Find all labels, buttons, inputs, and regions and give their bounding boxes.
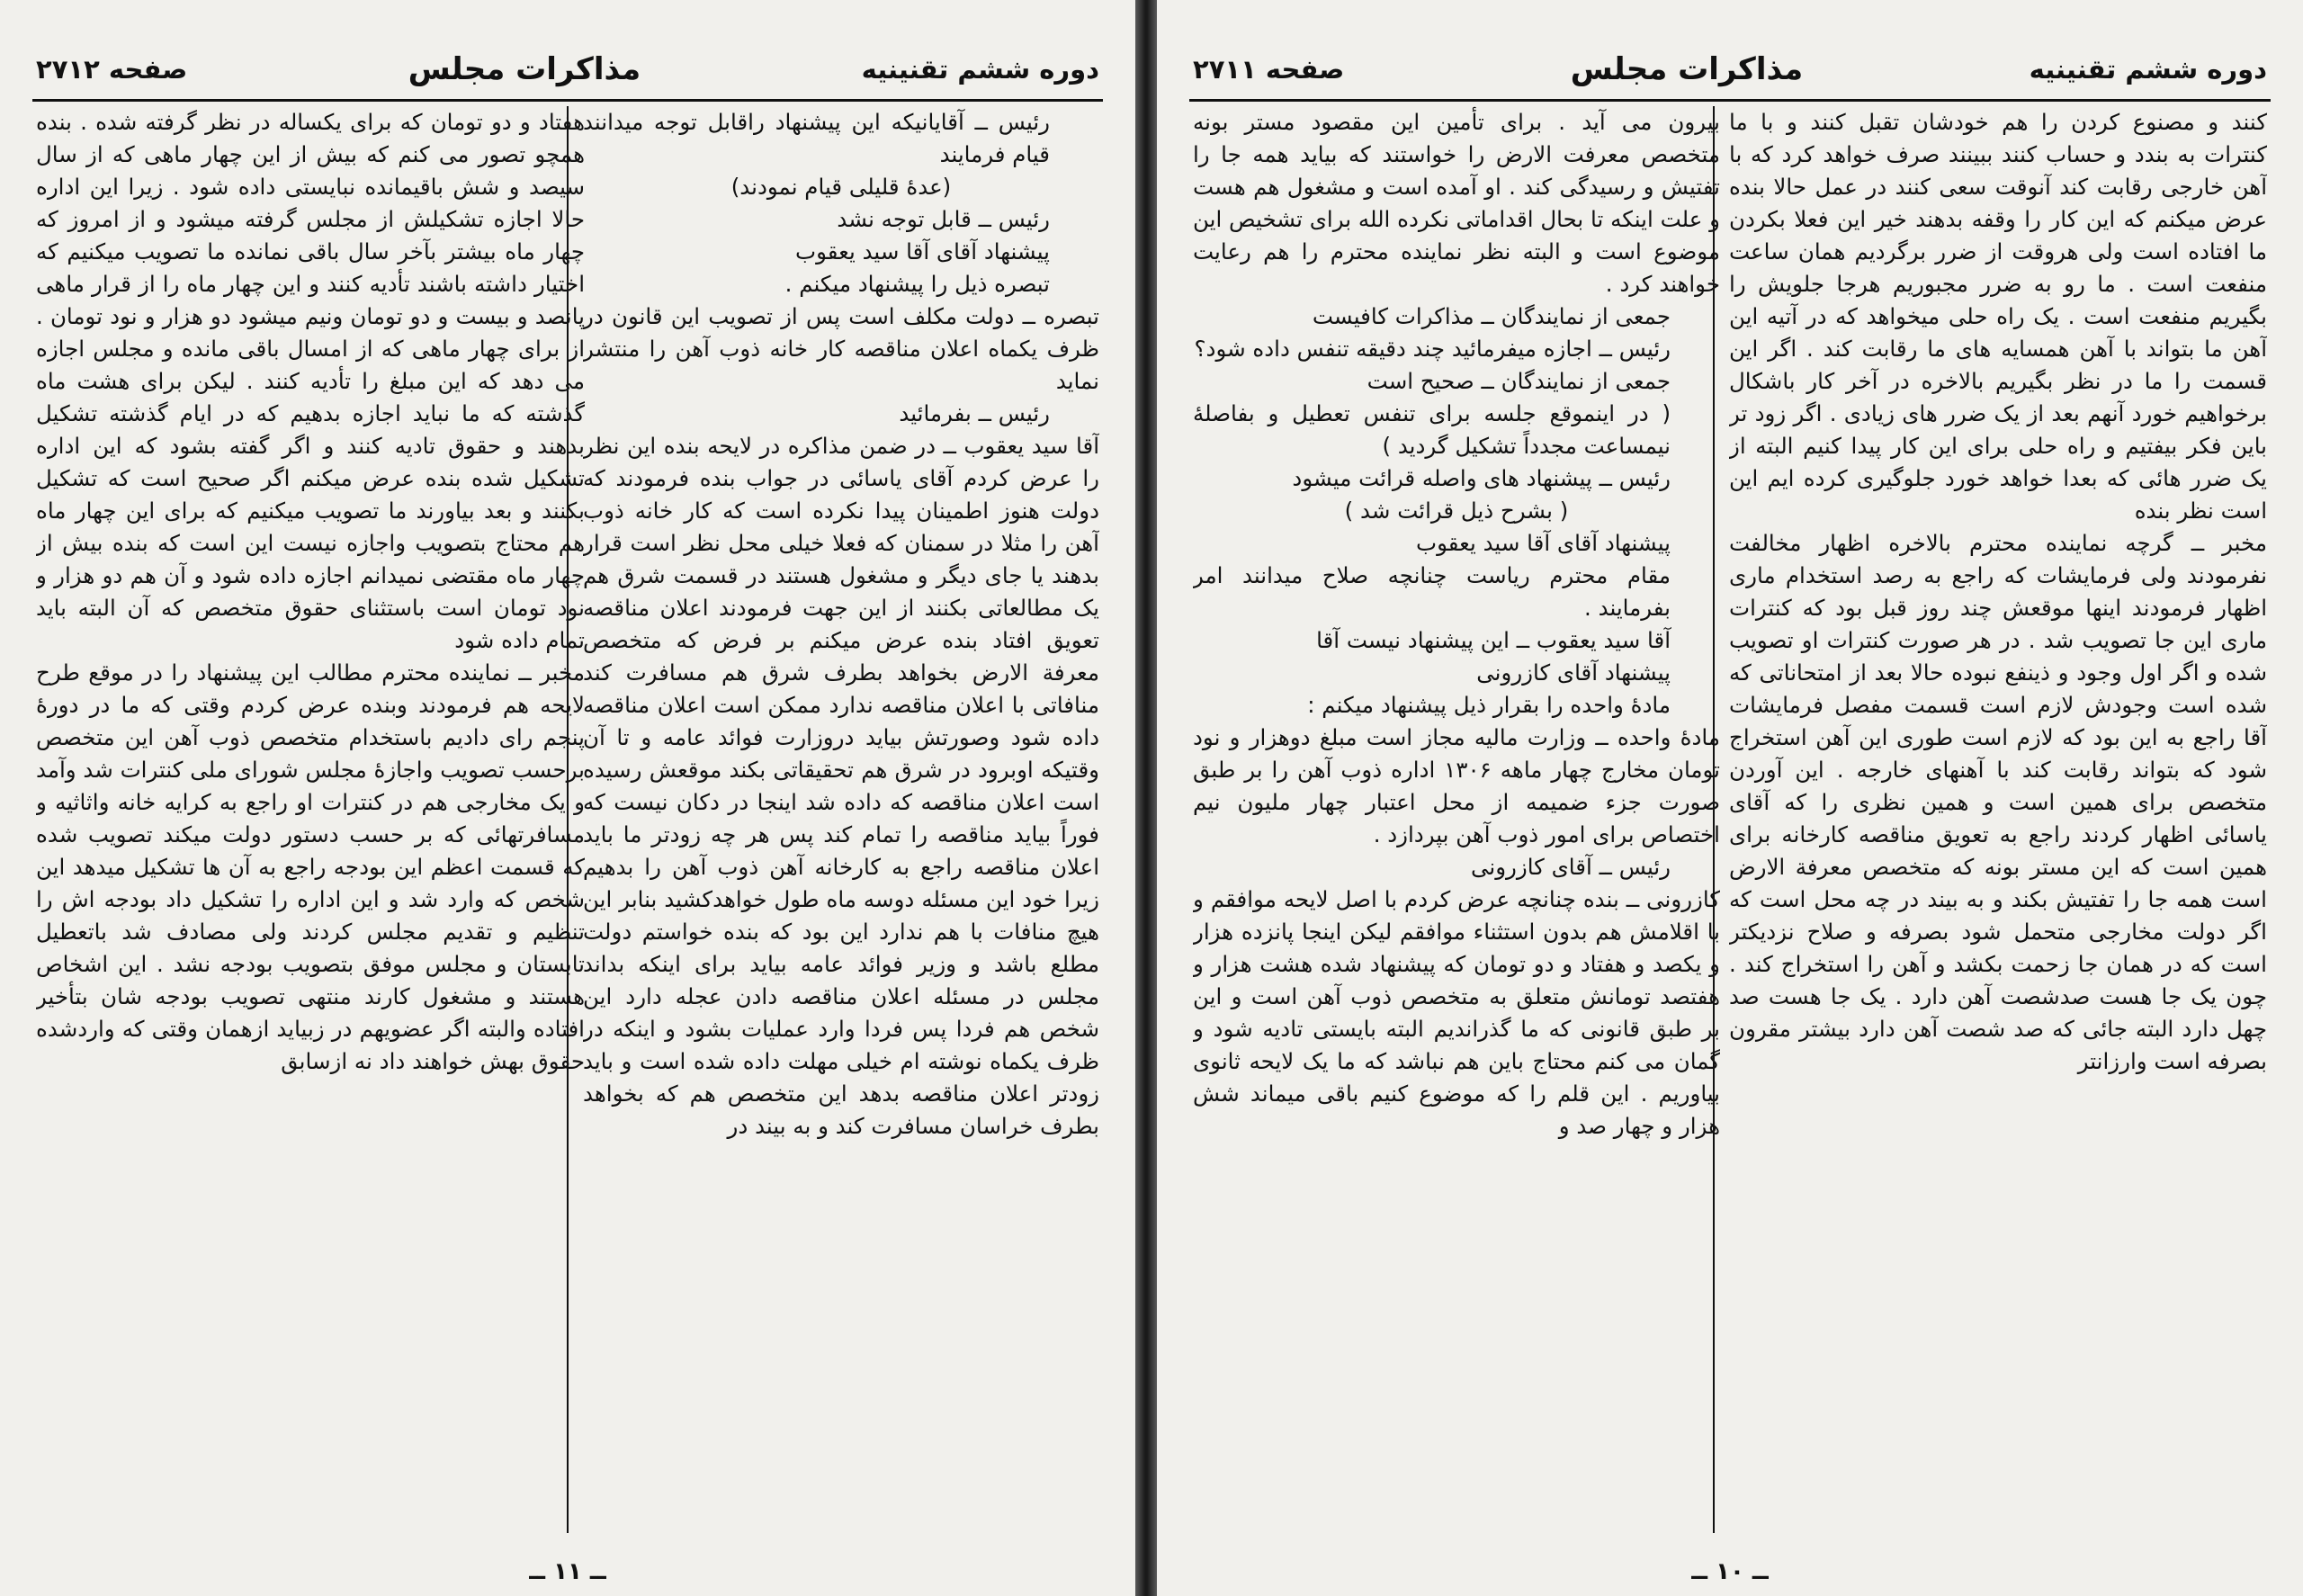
paragraph: رئیس ــ بفرمائید [899, 400, 1050, 426]
paragraph: (عدهٔ قلیلی قیام نمودند) [730, 174, 952, 200]
paragraph: پیشنهاد آقای کازرونی [1476, 659, 1671, 686]
paragraph: تبصره ذیل را پیشنهاد میکنم . [784, 271, 1050, 297]
paragraph: بیرون می آید . برای تأمین این مقصود مستر بونه متخصص معرفت الارض را خواستند که بیاید همه جا را تفتیش و رسیدگی کند . او آمده است و مشغول هم هست و علت اینکه تا بحال اقداماتی نکرده الله برای تشخیص این موضوع است و البته نظر نماینده محترم را هم رعایت خواهند کرد . [1193, 109, 1720, 297]
book-gutter [1135, 0, 1157, 1596]
journal-title: مذاکرات مجلس [1570, 51, 1804, 87]
session-label: دوره ششم تقنینیه [2029, 54, 2267, 85]
text-column [583, 106, 1099, 1547]
page-label: صفحه ۲۷۱۲ [36, 54, 188, 85]
header-rule [1189, 99, 2271, 102]
paragraph: جمعی از نمایندگان ــ صحیح است [1367, 368, 1671, 394]
paragraph: آقا سید یعقوب ــ این پیشنهاد نیست آقا [1316, 627, 1671, 653]
header-rule [32, 99, 1103, 102]
paragraph: جمعی از نمایندگان ــ مذاکرات کافیست [1312, 303, 1671, 329]
column-separator [567, 106, 569, 1533]
paragraph: رئیس ــ آقای کازرونی [1470, 854, 1671, 880]
paragraph: رئیس ــ پیشنهاد های واصله قرائت میشود [1292, 465, 1671, 491]
text-column [1193, 106, 1720, 1547]
text-column [36, 106, 585, 1547]
paragraph: رئیس ــ قابل توجه نشد [837, 206, 1050, 232]
paragraph: رئیس ــ آقایانیکه این پیشنهاد راقابل توجه میدانند قیام فرمایند [583, 109, 1050, 167]
right-page [1157, 0, 2303, 1596]
paragraph: پیشنهاد آقای آقا سید یعقوب [1416, 530, 1671, 556]
session-label: دوره ششم تقنینیه [861, 54, 1099, 85]
journal-title: مذاکرات مجلس [408, 51, 641, 87]
page-header [1193, 43, 2267, 95]
column-separator [1713, 106, 1715, 1533]
page-number: ــ ۱۰ ــ [1691, 1558, 1769, 1585]
paragraph: ( در اینموقع جلسه برای تنفس تعطیل و بفاصلهٔ نیمساعت مجدداً تشکیل گردید ) [1193, 400, 1671, 459]
paragraph: مادهٔ واحده را بقرار ذیل پیشنهاد میکنم : [1307, 692, 1671, 718]
paragraph: هفتاد و دو تومان که برای یکساله در نظر گرفته شده . بنده همچو تصور می کنم که بیش از این چهار ماهی که از سال سیصد و شش باقیمانده نبایستی داده شود . زیرا این اداره حالا اجازه تشکیلش از مجلس گرفته میشود و از امروز که چهار ماه بیشتر بآخر سال باقی نمانده ما تصویب میکنیم که اختیار داشته باشند تأدیه کنند و این چهار ماه را از قرار ماهی پانصد و بیست و دو تومان ونیم میشود دو هزار و نود تومان . از برای چهار ماهی که از امسال باقی مانده و مجلس اجازه می دهد که این مبلغ را تأدیه کنند . لیکن برای هشت ماه گذشته که ما نباید اجازه بدهیم که در ایام گذشته تشکیل بدهند و حقوق تادیه کنند و اگر گفته بشود که این اداره تشکیل شده بنده عرض میکنم اگر صحیح است که تشکیل بکنند و بعد بیاورند ما تصویب میکنیم که برای این چهار ماه هم محتاج بتصویب واجازه نیست این است که بنده بیش از چهار ماه مقتضی نمیدانم اجازه داده شود و آن هم دو هزار و نود تومان است باستثنای حقوق متخصص که آن البته باید تمام داده شود [36, 109, 585, 653]
paragraph: مخبر ــ گرچه نماینده محترم بالاخره اظهار مخالفت نفرمودند ولی فرمایشات که راجع به رصد استخدام ماری اظهار فرمودند اینها موقعش چند روز قبل بود که کنترات ماری این جا تصویب شد . در هر صورت کنترات او تصویب شده و اگر اول وجود و ذینفع نبوده حالا بعد از امتحاناتی که شده است وجودش لازم است قسمت مفصل فرمایشات آقا راجع به این بود که لازم است طوری این آهن استخراج شود که بتواند رقابت کند با آهنهای خارجه . این آوردن متخصص برای همین است و همین نظری را که آقای یاسائی اظهار کردند راجع به تعویق مناقصه کارخانه برای همین است که این مستر بونه که متخصص معرفة الارض است همه جا را تفتیش بکند و به بیند در چه محل است که اگر دولت مخارجی متحمل شود بصرفه و صلاح نزدیکتر است که در همان جا زحمت بکشد و آهن را استخراج کند . چون یک جا هست صدشصت آهن دارد . یک جا هست صد چهل دارد البته جائی که صد شصت آهن دارد بیشتر مقرون بصرفه است وارزانتر [1729, 530, 2267, 1074]
paragraph: تبصره ــ دولت مکلف است پس از تصویب این قانون در ظرف یکماه اعلان مناقصه کار خانه ذوب آهن را منتشر نماید [583, 303, 1099, 394]
page-header [36, 43, 1099, 95]
page-number: ــ ۱۱ ــ [529, 1558, 606, 1585]
paragraph: پیشنهاد آقای آقا سید یعقوب [795, 238, 1050, 265]
paragraph: مقام محترم ریاست چنانچه صلاح میدانند امر بفرمایند . [1193, 562, 1671, 621]
paragraph: ( بشرح ذیل قرائت شد ) [1344, 498, 1569, 524]
paragraph: مادهٔ واحده ــ وزارت مالیه مجاز است مبلغ دوهزار و نود تومان مخارج چهار ماهه ۱۳۰۶ اداره ذوب آهن را بر طبق صورت جزء ضمیمه از محل اعتبار چهار ملیون نیم اختصاص برای امور ذوب آهن بپردازد . [1193, 724, 1720, 847]
page-label: صفحه ۲۷۱۱ [1193, 54, 1345, 85]
paragraph: رئیس ــ اجازه میفرمائید چند دقیقه تنفس داده شود؟ [1194, 336, 1671, 362]
paragraph: مخبر ــ نماینده محترم مطالب این پیشنهاد را در موقع طرح لایحه هم فرمودند وبنده عرض کردم وقتی که ما در دورهٔ پنجم رای دادیم باستخدام متخصص ذوب آهن این متخصص برحسب تصویب واجازهٔ مجلس شورای ملی کنترات شد وآمد و یک مخارجی هم در کنترات او راجع به کرایه خانه واثاثیه و مسافرتهائی که بر حسب دستور دولت میکند تصویب شده که قسمت اعظم این بودجه راجع به آن ها تشکیل میدهد این شخص که وارد شد و این اداره را تشکیل داد بودجه اش را تنظیم و تقدیم مجلس کردند ولی مصادف شد باتعطیل تابستان و مجلس موفق بتصویب بودجه نشد . این اشخاص هستند و مشغول کارند منتهی تصویب بودجه شان بتأخیر افتاده والبته اگر عضویهم در زبیاید ازهمان وقتی که واردشده حقوق بهش خواهند داد نه ازسابق [36, 659, 585, 1074]
paragraph: کازرونی ــ بنده چنانچه عرض کردم با اصل لایحه موافقم و با اقلامش هم بدون استثناء موافقم لیکن اینجا پانزده هزار و یکصد و هفتاد و دو تومان که پیشنهاد شده هشت هزار و هفتصد تومانش متعلق به متخصص ذوب آهن است و این بر طبق قانونی که ما گذراندیم البته بایستی تادیه شود و گمان می کنم محتاج باین هم نباشد که ما یک لایحه ثانوی بیاوریم . این قلم را که موضوع کنیم باقی میماند شش هزار و چهار صد و [1193, 886, 1720, 1139]
left-page [0, 0, 1135, 1596]
paragraph: کنند و مصنوع کردن را هم خودشان تقبل کنند و با ما کنترات به بندد و حساب کنند ببینند صرف خواهد کرد که با آهن خارجی رقابت کند آنوقت سعی کنند در عمل حالا بنده عرض میکنم که این کار را وقفه بدهند خیر این فعلا بکردن ما افتاده است ولی هروقت از ضرر برگردیم همان ساعت منفعت است . ما رو به ضرر مجبوریم هرجا جلویش را بگیریم منفعت است . یک راه حلی میخواهد که در آتیه این آهن ما بتواند با آهن همسایه های ما رقابت کند . اگر این قسمت را ما در نظر بگیریم بالاخره در آخر کار باشکال برخواهیم خورد آنهم بعد از یک ضرر های زیادی . اگر زود تر باین فکر بیفتیم و راه حلی برای این کار پیدا کنیم البته از یک ضرر هائی که بعدا خواهد خورد جلوگیری کرده ایم این است نظر بنده [1729, 109, 2267, 524]
text-column [1729, 106, 2267, 1547]
paragraph: آقا سید یعقوب ــ در ضمن مذاکره در لایحه بنده این نظر را عرض کردم آقای یاسائی در جواب بنده فرمودند که دولت هنوز اطمینان پیدا نکرده است که کار خانه ذوب آهن را مثلا در سمنان که فعلا خیلی محل نظر است قرار بدهند یا جای دیگر و مشغول هستند در قسمت شرق هم یک مطالعاتی بکنند از این جهت فرمودند اعلان مناقصه تعویق افتاد بنده عرض میکنم بر فرض که متخصص معرفة الارض بخواهد بطرف شرق هم مسافرت کند منافاتی با اعلان مناقصه ندارد ممکن است اعلان مناقصه داده شود وصورتش بیاید دروزارت فوائد عامه و تا آن وقتیکه اوبرود در شرق هم تحقیقاتی بکند موقعش رسیده است اعلان مناقصه که داده شد اینجا در دکان نیست که فوراً بیاید مناقصه را تمام کند پس هر چه زودتر ما باید اعلان مناقصه راجع به کارخانه آهن ذوب آهن را بدهیم زیرا خود این مسئله دوسه ماه طول خواهدکشید بنابر این هیچ منافات با هم ندارد این بود که بنده خواستم دولت مطلع باشد و وزیر فوائد عامه بیاید برای اینکه بداند مجلس در مسئله اعلان مناقصه دادن عجله دارد این شخص هم فردا پس فردا وارد عملیات بشود و اینکه در ظرف یکماه نوشته ام خیلی مهلت داده شده است و باید زودتر اعلان مناقصه بدهد این متخصص هم که بخواهد بطرف خراسان مسافرت کند و به بیند در [583, 433, 1099, 1139]
